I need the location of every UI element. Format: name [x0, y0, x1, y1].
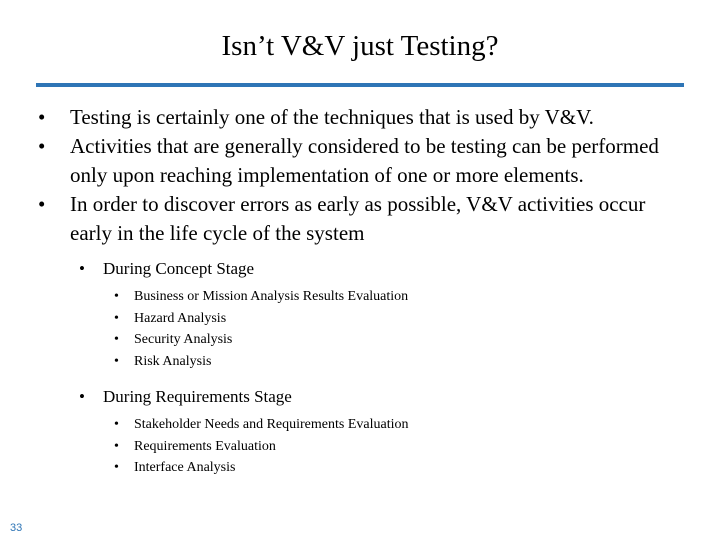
sub-bullet-item: [0, 286, 720, 308]
sub-bullet-text: Risk Analysis: [134, 353, 212, 369]
sub-bullet-text: Interface Analysis: [134, 460, 236, 475]
stage-heading: [0, 386, 720, 408]
sub-bullet-text: Stakeholder Needs and Requirements Evaluation: [134, 417, 409, 432]
bullet-icon: •: [79, 387, 85, 406]
page-number: 33: [10, 522, 23, 534]
sub-bullet-item: [0, 351, 720, 373]
bullet-icon: •: [114, 417, 119, 432]
bullet-icon: •: [114, 289, 119, 304]
bullet-icon: •: [114, 460, 119, 475]
bullet-list: [0, 103, 720, 479]
sub-bullet-item: [0, 436, 720, 458]
sub-bullet-text: Requirements Evaluation: [134, 438, 276, 454]
bullet-icon: •: [38, 192, 46, 216]
stage-sublist: [0, 414, 720, 479]
bullet-icon: •: [38, 105, 46, 129]
sub-bullet-text: Security Analysis: [134, 332, 233, 347]
bullet-text: Activities that are generally considered to be testing can be performed only upon reaching implementation of one or more elements.: [70, 134, 659, 187]
bullet-icon: •: [114, 438, 119, 454]
sub-bullet-item: [0, 308, 720, 330]
bullet-icon: •: [114, 353, 119, 369]
bullet-icon: •: [79, 259, 85, 278]
sub-bullet-item: [0, 457, 720, 479]
sub-bullet-text: Business or Mission Analysis Results Evaluation: [134, 289, 409, 304]
stage-label: During Concept Stage: [103, 259, 255, 278]
bullet-text: In order to discover errors as early as possible, V&V activities occur early in the life cycle of the system: [70, 192, 646, 245]
sub-bullet-item: [0, 329, 720, 351]
bullet-icon: •: [38, 134, 46, 158]
stage-heading: [0, 258, 720, 280]
bullet-icon: •: [114, 310, 119, 326]
bullet-item: [0, 132, 720, 190]
stage-label: During Requirements Stage: [103, 387, 292, 406]
bullet-item: [0, 190, 720, 248]
sub-bullet-item: [0, 414, 720, 436]
sub-bullet-text: Hazard Analysis: [134, 310, 227, 326]
bullet-item: [0, 103, 720, 132]
bullet-text: Testing is certainly one of the techniques that is used by V&V.: [70, 105, 594, 129]
bullet-icon: •: [114, 332, 119, 347]
title-divider: [36, 83, 684, 87]
slide-title: Isn’t V&V just Testing?: [221, 30, 499, 62]
stage-sublist: [0, 286, 720, 372]
